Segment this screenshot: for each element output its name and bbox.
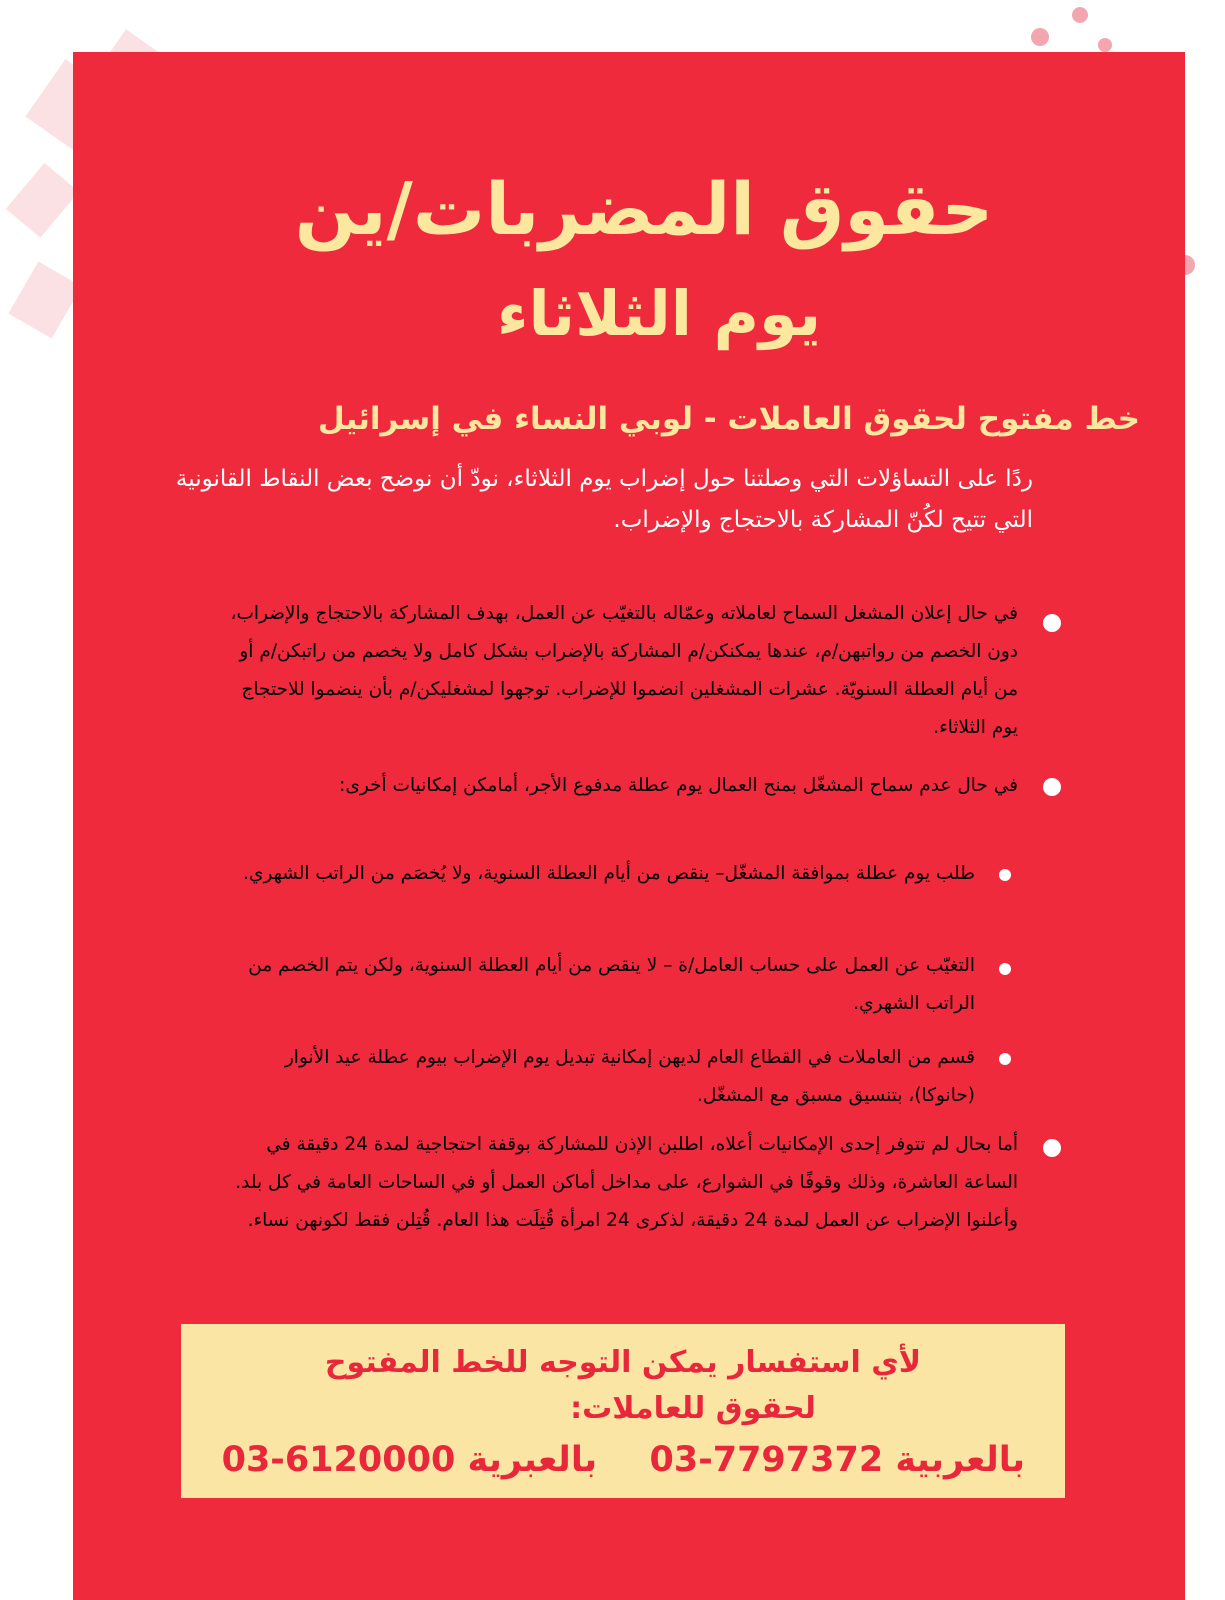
contact-line-1: لأي استفسار يمكن التوجه للخط المفتوح: [324, 1345, 922, 1380]
bullet-dot-icon: [1043, 614, 1061, 632]
sub-bullet-dot-icon: [999, 963, 1011, 975]
title-line-2: يوم الثلاثاء: [496, 277, 822, 350]
poster: [73, 52, 1185, 1600]
hebrew-label: بالعبرية: [467, 1440, 598, 1480]
sub-bullet-item-3: قسم من العاملات في القطاع العام لديهن إمكانية تبديل يوم الإضراب بيوم عطلة عيد الأنوار (حانوكا)، بتنسيق مسبق مع المشغّل.: [284, 1047, 975, 1106]
arabic-phone-number[interactable]: 03-7797372: [649, 1440, 884, 1480]
bullet-item-1: في حال إعلان المشغل السماح لعاملاته وعمّاله بالتغيّب عن العمل، بهدف المشاركة بالاحتجاج والإضراب، دون الخصم من رواتبهن/م، عندها يمكنكن/م المشاركة بالإضراب بشكل كامل ولا يخصم من راتبكن/م أو من أيام العطلة السنويّة. عشرات المشغلين انضموا للإضراب. توجهوا لمشغليكن/م بأن ينضموا للاحتجاج يوم الثلاثاء.: [230, 603, 1018, 738]
bullet-dot-icon: [1043, 778, 1061, 796]
sub-bullet-dot-icon: [999, 1053, 1011, 1065]
sub-bullet-item-2: التغيّب عن العمل على حساب العامل/ة – لا ينقص من أيام العطلة السنوية، ولكن يتم الخصم من الراتب الشهري.: [248, 955, 975, 1014]
arabic-label: بالعربية: [895, 1440, 1025, 1480]
title-line-1: حقوق المضربات/ين: [294, 167, 994, 251]
phone-numbers: [221, 1436, 1025, 1484]
intro-paragraph: ردًا على التساؤلات التي وصلتنا حول إضراب يوم الثلاثاء، نودّ أن نوضح بعض النقاط القانونية التي تتيح لكُنّ المشاركة بالاحتجاج والإضراب.: [175, 466, 1033, 533]
sub-bullet-dot-icon: [999, 869, 1011, 881]
contact-line-2: لحقوق للعاملات:: [570, 1391, 816, 1426]
bullet-dot-icon: [1043, 1139, 1061, 1157]
bullet-item-3: أما بحال لم تتوفر إحدى الإمكانيات أعلاه، اطلبن الإذن للمشاركة بوقفة احتجاجية لمدة 24 دقيقة في الساعة العاشرة، وذلك وقوفًا في الشوارع، على مداخل أماكن العمل أو في الساحات العامة في كل بلد. وأعلنوا الإضراب عن العمل لمدة 24 دقيقة، لذكرى 24 امرأة قُتِلَت هذا العام. قُتِلن فقط لكونهن نساء.: [235, 1134, 1018, 1231]
bullet-item-2: في حال عدم سماح المشغّل بمنح العمال يوم عطلة مدفوع الأجر، أمامكن إمكانيات أخرى:: [339, 775, 1018, 796]
contact-box: [181, 1324, 1065, 1498]
hebrew-phone-number[interactable]: 03-6120000: [221, 1440, 456, 1480]
subtitle: خط مفتوح لحقوق العاملات - لوبي النساء في إسرائيل: [317, 401, 1140, 437]
sub-bullet-item-1: طلب يوم عطلة بموافقة المشغّل– ينقص من أيام العطلة السنوية، ولا يُخصَم من الراتب الشهري.: [243, 863, 975, 884]
